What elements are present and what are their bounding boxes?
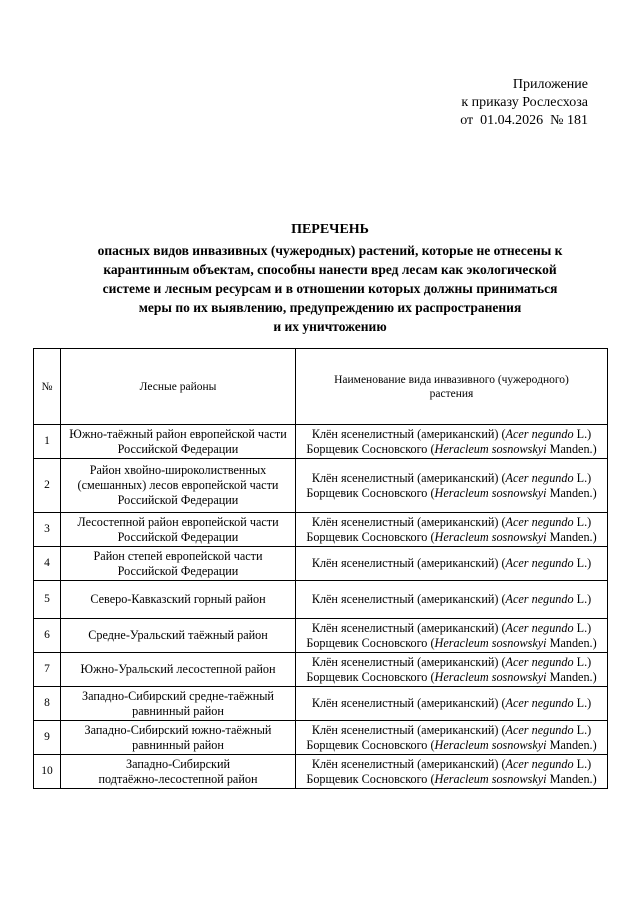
- forest-region: [61, 459, 296, 513]
- forest-region-line: Российской Федерации: [117, 529, 239, 544]
- row-number: 10: [34, 755, 61, 789]
- species-hogweed: [298, 530, 605, 545]
- species-latin-name: Heracleum sosnowskyi: [434, 635, 547, 650]
- forest-region-line: (смешанных) лесов европейской части: [77, 478, 279, 492]
- species-author: Manden.): [546, 669, 597, 684]
- species-common-name: Клён ясенелистный (американский) (: [311, 514, 506, 529]
- forest-region-line: Российской Федерации: [117, 563, 239, 578]
- row-number: 1: [34, 425, 61, 459]
- forest-region-line: Средне-Уральский таёжный район: [88, 628, 268, 642]
- title-subtitle-line: меры по их выявлению, предупреждению их распространения: [138, 300, 522, 315]
- species-maple: [298, 723, 605, 738]
- species-hogweed: [298, 442, 605, 457]
- species-author: Manden.): [546, 635, 597, 650]
- species-author: L.): [573, 722, 592, 737]
- species-common-name: Клён ясенелистный (американский) (: [311, 696, 506, 710]
- species-maple: [298, 757, 605, 772]
- species-maple: [298, 621, 605, 636]
- species-cell: [296, 513, 608, 547]
- forest-region-line: Южно-Уральский лесостепной район: [80, 662, 276, 676]
- title-subtitle-line: опасных видов инвазивных (чужеродных) растений, которые не отнесены к: [97, 243, 563, 258]
- appendix-order-ref: к приказу Рослесхоза: [461, 95, 588, 110]
- header-region: Лесные районы: [61, 349, 296, 425]
- species-cell: [296, 653, 608, 687]
- species-author: Manden.): [546, 441, 597, 456]
- species-common-name: Клён ясенелистный (американский) (: [311, 654, 506, 669]
- species-author: L.): [573, 620, 592, 635]
- species-common-name: Борщевик Сосновского (: [306, 635, 435, 650]
- species-maple: [298, 427, 605, 442]
- title-subtitle-line: карантинным объектам, способны нанести вред лесам как экологической: [103, 262, 557, 277]
- species-latin-name: Acer negundo: [505, 514, 574, 529]
- species-author: L.): [573, 470, 592, 485]
- species-maple: [298, 471, 605, 486]
- forest-region: [61, 721, 296, 755]
- table-body: [34, 425, 608, 789]
- header-species-line: растения: [429, 387, 474, 400]
- species-cell: [296, 459, 608, 513]
- species-author: L.): [573, 756, 592, 771]
- species-latin-name: Acer negundo: [505, 696, 574, 710]
- species-maple: [298, 696, 605, 711]
- table-row: [34, 547, 608, 581]
- species-cell: [296, 581, 608, 619]
- species-author: Manden.): [546, 737, 597, 752]
- species-common-name: Борщевик Сосновского (: [306, 485, 435, 500]
- species-author: Manden.): [546, 771, 597, 786]
- species-maple: [298, 655, 605, 670]
- document-title: [30, 220, 630, 336]
- forest-region-line: Западно-Сибирский средне-таёжный: [82, 688, 274, 703]
- forest-region-line: Западно-Сибирский южно-таёжный: [84, 722, 272, 737]
- forest-region: [61, 425, 296, 459]
- forest-region-line: Российской Федерации: [117, 493, 239, 507]
- table-row: [34, 687, 608, 721]
- species-latin-name: Acer negundo: [505, 556, 574, 570]
- species-author: Manden.): [546, 529, 597, 544]
- forest-region: [61, 687, 296, 721]
- species-common-name: Клён ясенелистный (американский) (: [311, 592, 506, 606]
- species-latin-name: Heracleum sosnowskyi: [434, 771, 547, 786]
- species-author: L.): [573, 654, 592, 669]
- species-hogweed: [298, 772, 605, 787]
- species-latin-name: Heracleum sosnowskyi: [434, 737, 547, 752]
- species-maple: [298, 556, 605, 571]
- table-row: [34, 721, 608, 755]
- row-number: 7: [34, 653, 61, 687]
- species-latin-name: Acer negundo: [505, 756, 574, 771]
- species-common-name: Клён ясенелистный (американский) (: [311, 426, 506, 441]
- species-common-name: Клён ясенелистный (американский) (: [311, 722, 506, 737]
- row-number: 2: [34, 459, 61, 513]
- species-common-name: Клён ясенелистный (американский) (: [311, 620, 506, 635]
- species-author: L.): [573, 592, 592, 606]
- title-subtitle-line: и их уничтожению: [273, 319, 387, 334]
- species-cell: [296, 755, 608, 789]
- species-hogweed: [298, 636, 605, 651]
- species-latin-name: Heracleum sosnowskyi: [434, 441, 547, 456]
- row-number: 8: [34, 687, 61, 721]
- species-author: L.): [573, 556, 592, 570]
- title-subtitle-line: системе и лесным ресурсам и в отношении которых должны приниматься: [102, 281, 558, 296]
- species-maple: [298, 592, 605, 607]
- forest-region-line: равнинный район: [132, 703, 224, 718]
- forest-region-line: Южно-таёжный район европейской части: [69, 426, 287, 441]
- table-row: [34, 425, 608, 459]
- table-row: [34, 581, 608, 619]
- forest-region: [61, 547, 296, 581]
- species-common-name: Клён ясенелистный (американский) (: [311, 756, 506, 771]
- species-common-name: Борщевик Сосновского (: [306, 737, 435, 752]
- species-common-name: Борщевик Сосновского (: [306, 771, 435, 786]
- forest-region-line: подтаёжно-лесостепной район: [98, 771, 258, 786]
- forest-region: [61, 581, 296, 619]
- species-common-name: Борщевик Сосновского (: [306, 441, 435, 456]
- header-species: [296, 349, 608, 425]
- species-latin-name: Acer negundo: [505, 722, 574, 737]
- species-cell: [296, 721, 608, 755]
- header-num: №: [34, 349, 61, 425]
- species-latin-name: Acer negundo: [505, 470, 574, 485]
- forest-region-line: Российской Федерации: [117, 441, 239, 456]
- appendix-label: Приложение: [512, 77, 588, 92]
- species-cell: [296, 425, 608, 459]
- row-number: 9: [34, 721, 61, 755]
- species-latin-name: Acer negundo: [505, 654, 574, 669]
- species-cell: [296, 687, 608, 721]
- species-hogweed: [298, 738, 605, 753]
- species-latin-name: Acer negundo: [505, 620, 574, 635]
- species-table: [33, 348, 608, 789]
- species-latin-name: Heracleum sosnowskyi: [434, 485, 547, 500]
- species-cell: [296, 547, 608, 581]
- appendix-date-number: от 01.04.2026 № 181: [460, 113, 588, 128]
- species-hogweed: [298, 670, 605, 685]
- species-common-name: Клён ясенелистный (американский) (: [311, 556, 506, 570]
- species-latin-name: Acer negundo: [505, 426, 574, 441]
- forest-region: [61, 653, 296, 687]
- table-row: [34, 513, 608, 547]
- forest-region: [61, 513, 296, 547]
- table-header-row: [34, 349, 608, 425]
- table-row: [34, 755, 608, 789]
- forest-region: [61, 619, 296, 653]
- forest-region-line: Район хвойно-широколиственных: [89, 463, 267, 477]
- forest-region-line: Западно-Сибирский: [125, 756, 230, 771]
- forest-region-line: Северо-Кавказский горный район: [90, 592, 266, 606]
- table-row: [34, 653, 608, 687]
- forest-region-line: равнинный район: [132, 737, 224, 752]
- species-author: L.): [573, 514, 592, 529]
- species-common-name: Клён ясенелистный (американский) (: [311, 470, 506, 485]
- appendix-block: [368, 76, 588, 130]
- species-latin-name: Acer negundo: [505, 592, 574, 606]
- table-row: [34, 619, 608, 653]
- row-number: 5: [34, 581, 61, 619]
- forest-region-line: Район степей европейской части: [93, 548, 263, 563]
- species-common-name: Борщевик Сосновского (: [306, 529, 435, 544]
- table-row: [34, 459, 608, 513]
- species-author: Manden.): [546, 485, 597, 500]
- title-main: ПЕРЕЧЕНЬ: [291, 222, 369, 237]
- forest-region: [61, 755, 296, 789]
- species-hogweed: [298, 486, 605, 501]
- species-maple: [298, 515, 605, 530]
- row-number: 3: [34, 513, 61, 547]
- forest-region-line: Лесостепной район европейской части: [77, 514, 279, 529]
- header-species-line: Наименование вида инвазивного (чужеродного): [334, 373, 569, 386]
- species-latin-name: Heracleum sosnowskyi: [434, 669, 547, 684]
- species-cell: [296, 619, 608, 653]
- row-number: 6: [34, 619, 61, 653]
- species-latin-name: Heracleum sosnowskyi: [434, 529, 547, 544]
- species-author: L.): [573, 426, 592, 441]
- row-number: 4: [34, 547, 61, 581]
- species-common-name: Борщевик Сосновского (: [306, 669, 435, 684]
- species-author: L.): [573, 696, 592, 710]
